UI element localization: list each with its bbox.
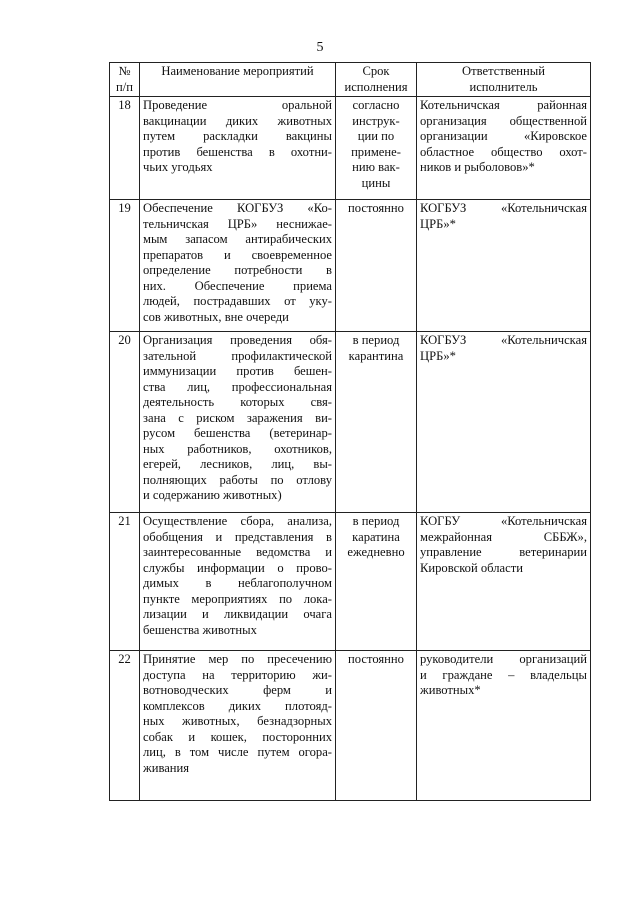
measure-name-line: пункте мероприятиях по лока- bbox=[143, 591, 332, 606]
table-row bbox=[110, 332, 591, 513]
measure-executor-line: организации «Кировское bbox=[420, 129, 587, 143]
measure-executor-line: ников и рыболовов»* bbox=[420, 160, 535, 174]
measure-name-line: лизации и ликвидации очага bbox=[143, 607, 332, 621]
measure-term bbox=[336, 332, 417, 513]
measure-name-line: определение потребности в bbox=[143, 263, 332, 277]
measure-name-line: доступа на территорию жи- bbox=[143, 667, 332, 682]
measure-name-line: полняющих работы по отлову bbox=[143, 472, 332, 487]
measure-term-line: ции по bbox=[357, 129, 395, 143]
measure-name-line: ных работников, охотников, bbox=[143, 441, 332, 456]
measure-name-line: бешенства животных bbox=[143, 622, 257, 637]
measure-name-line: и содержанию животных) bbox=[143, 488, 282, 502]
measure-executor-line: КОГБУЗ «Котельничская bbox=[420, 201, 587, 215]
measure-name-line: иммунизации против бешен- bbox=[143, 364, 332, 378]
measure-term-line: цины bbox=[361, 175, 391, 190]
measure-name-line: них. Обеспечение приема bbox=[143, 278, 332, 293]
measure-name-line: лиц, в том числе путем огора- bbox=[143, 745, 332, 759]
measure-executor-line: ЦРБ»* bbox=[420, 348, 456, 363]
measure-name bbox=[140, 332, 336, 513]
measure-name-line: живания bbox=[143, 760, 190, 775]
table-row bbox=[110, 200, 591, 332]
measure-name-line: службы информации о прово- bbox=[143, 560, 332, 575]
measure-name bbox=[140, 97, 336, 200]
measure-name-line: Обеспечение КОГБУЗ «Ко- bbox=[143, 201, 332, 215]
header-term: Срок исполнения bbox=[336, 63, 417, 97]
measure-name-line: егерей, лесников, лиц, вы- bbox=[143, 457, 332, 471]
table-row bbox=[110, 513, 591, 651]
measure-executor bbox=[417, 513, 591, 651]
measure-term-line: примене- bbox=[351, 144, 401, 159]
measure-name-line: вакцинации диких животных bbox=[143, 113, 332, 128]
header-executor: Ответственный исполнитель bbox=[417, 63, 591, 97]
measure-term-line: карантина bbox=[348, 348, 404, 363]
row-number: 20 bbox=[110, 332, 140, 513]
measure-executor bbox=[417, 97, 591, 200]
measure-executor-line: межрайонная СББЖ», bbox=[420, 529, 587, 544]
row-number: 19 bbox=[110, 200, 140, 332]
row-number: 22 bbox=[110, 651, 140, 801]
measure-name-line: комплексов диких плотояд- bbox=[143, 698, 332, 713]
measure-executor-line: управление ветеринарии bbox=[420, 545, 587, 559]
measure-name bbox=[140, 200, 336, 332]
measure-executor-line: Кировской области bbox=[420, 560, 523, 575]
measure-executor-line: КОГБУЗ «Котельничская bbox=[420, 333, 587, 347]
measure-term-line: инструк- bbox=[352, 113, 400, 128]
measure-executor bbox=[417, 200, 591, 332]
table-row bbox=[110, 97, 591, 200]
table-header-row bbox=[110, 63, 591, 97]
header-num: № п/п bbox=[110, 63, 140, 97]
measure-name-line: зательной профилактической bbox=[143, 348, 332, 363]
measure-executor bbox=[417, 332, 591, 513]
measure-executor-line: ЦРБ»* bbox=[420, 216, 456, 231]
measure-name-line: против бешенства в охотни- bbox=[143, 144, 332, 159]
measure-name-line: чьих угодьях bbox=[143, 160, 213, 174]
measure-term-line: постоянно bbox=[348, 201, 404, 215]
measure-name-line: Принятие мер по пресечению bbox=[143, 652, 332, 666]
measure-executor-line: КОГБУ «Котельничская bbox=[420, 514, 587, 528]
measure-executor-line: руководители организаций bbox=[420, 652, 587, 666]
measure-name bbox=[140, 651, 336, 801]
measure-name-line: Организация проведения обя- bbox=[143, 333, 332, 347]
measure-term-line: в период bbox=[352, 514, 400, 528]
measure-name-line: Проведение оральной bbox=[143, 98, 332, 112]
measure-name-line: вотноводческих ферм и bbox=[143, 683, 332, 697]
measure-term-line: каратина bbox=[352, 529, 400, 544]
measure-name bbox=[140, 513, 336, 651]
measure-executor-line: организация общественной bbox=[420, 113, 587, 128]
measure-name-line: путем раскладки вакцины bbox=[143, 129, 332, 143]
measure-name-line: людей, пострадавших от уку- bbox=[143, 294, 332, 308]
measure-term-line: согласно bbox=[352, 98, 400, 112]
measure-name-line: димых в неблагополучном bbox=[143, 576, 332, 590]
measure-executor-line: областное общество охот- bbox=[420, 144, 587, 159]
measure-name-line: ных животных, безнадзорных bbox=[143, 714, 332, 728]
measure-executor-line: Котельничская районная bbox=[420, 98, 587, 112]
table-row bbox=[110, 651, 591, 801]
measure-name-line: тельничская ЦРБ» неснижае- bbox=[143, 216, 332, 231]
measure-term bbox=[336, 651, 417, 801]
measure-name-line: Осуществление сбора, анализа, bbox=[143, 514, 332, 528]
measures-table bbox=[109, 62, 591, 801]
measure-name-line: ства лиц, профессиональная bbox=[143, 379, 332, 394]
measure-executor-line: и граждане – владельцы bbox=[420, 667, 587, 682]
row-number: 18 bbox=[110, 97, 140, 200]
measure-name-line: русом бешенства (ветеринар- bbox=[143, 426, 332, 440]
measure-name-line: препаратов и своевременное bbox=[143, 247, 332, 262]
row-number: 21 bbox=[110, 513, 140, 651]
measure-executor bbox=[417, 651, 591, 801]
measure-term bbox=[336, 97, 417, 200]
measure-name-line: обобщения и представления в bbox=[143, 529, 332, 544]
page-number: 5 bbox=[316, 40, 324, 55]
measure-name-line: собак и кошек, посторонних bbox=[143, 729, 332, 744]
measure-name-line: деятельность которых свя- bbox=[143, 395, 332, 409]
measure-term bbox=[336, 513, 417, 651]
measure-term bbox=[336, 200, 417, 332]
measure-name-line: мым запасом антирабических bbox=[143, 232, 332, 246]
measure-term-line: ежедневно bbox=[347, 545, 405, 559]
measure-term-line: постоянно bbox=[348, 652, 404, 666]
measure-term-line: в период bbox=[352, 333, 400, 347]
header-name: Наименование мероприятий bbox=[140, 63, 336, 97]
measure-name-line: заинтересованные ведомства и bbox=[143, 545, 332, 559]
measure-name-line: зана с риском заражения ви- bbox=[143, 410, 332, 425]
measure-executor-line: животных* bbox=[420, 683, 481, 697]
measure-term-line: нию вак- bbox=[352, 160, 400, 174]
measure-name-line: сов животных, вне очереди bbox=[143, 309, 289, 324]
